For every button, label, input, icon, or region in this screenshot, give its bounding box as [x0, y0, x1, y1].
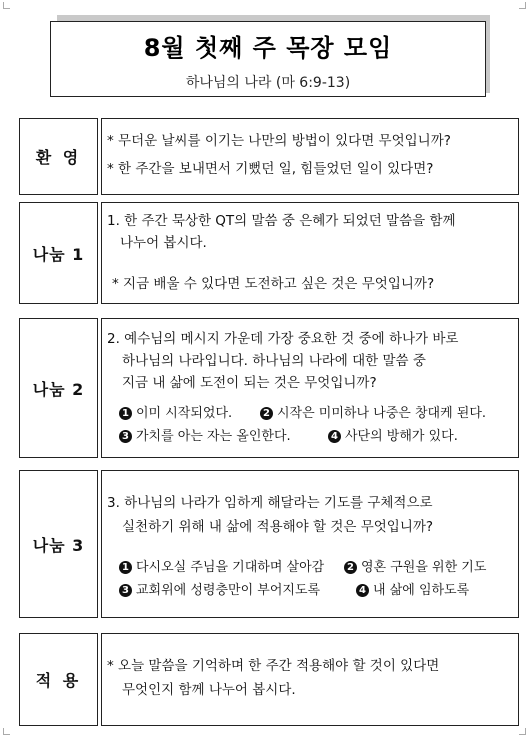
- share1-question-line-1: 1. 한 주간 묵상한 QT의 말씀 중 은혜가 되었던 말씀을 함께: [107, 213, 456, 229]
- circled-number-1-icon: 1: [119, 561, 132, 574]
- share2-option-3-text: 가치를 아는 자는 올인한다.: [136, 429, 291, 444]
- apply-question-line-2: 무엇인지 함께 나누어 봅시다.: [122, 682, 296, 698]
- share2-option-1-text: 이미 시작되었다.: [136, 406, 233, 421]
- circled-number-2-icon: 2: [344, 561, 357, 574]
- share1-label-text: 나눔 1: [32, 244, 85, 264]
- section-content-welcome: [101, 118, 519, 195]
- section-label-welcome: [19, 118, 98, 195]
- share3-option-2-text: 영혼 구원을 위한 기도: [361, 560, 487, 575]
- section-label-share-1: [19, 202, 98, 304]
- section-content-share-2: [101, 318, 519, 458]
- share2-option-3: [119, 426, 291, 448]
- welcome-label-text: 환 영: [35, 148, 82, 167]
- page-subtitle: 하나님의 나라 (마 6:9-13): [185, 75, 351, 91]
- section-label-share-3: [19, 470, 98, 618]
- share2-option-4-text: 사단의 방해가 있다.: [345, 429, 458, 444]
- apply-label-text: 적 용: [35, 671, 82, 690]
- crop-mark-bottom-right: [519, 728, 526, 735]
- crop-mark-top-right: [519, 2, 526, 9]
- section-label-apply: [19, 633, 98, 726]
- circled-number-3-icon: 3: [119, 430, 132, 443]
- share2-option-4: [328, 426, 458, 448]
- share3-label-text: 나눔 3: [32, 535, 85, 555]
- share3-question-line-2: 실천하기 위해 내 삶에 적용해야 할 것은 무엇입니까?: [122, 519, 434, 535]
- share2-option-1: [119, 403, 232, 425]
- share3-question-line-1: 3. 하나님의 나라가 임하게 해달라는 기도를 구체적으로: [107, 495, 433, 511]
- share2-question-line-1: 2. 예수님의 메시지 가운데 가장 중요한 것 중에 하나가 바로: [107, 331, 459, 347]
- welcome-question-1: * 무더운 날씨를 이기는 나만의 방법이 있다면 무엇입니까?: [107, 133, 451, 149]
- section-content-share-3: [101, 470, 519, 618]
- share3-option-3: [119, 580, 320, 602]
- share1-sub-question: * 지금 배울 수 있다면 도전하고 싶은 것은 무엇입니까?: [112, 276, 435, 292]
- share1-question-line-2: 나누어 봅시다.: [120, 235, 207, 251]
- share2-question-line-2: 하나님의 나라입니다. 하나님의 나라에 대한 말씀 중: [122, 353, 426, 369]
- page-title: 8월 첫째 주 목장 모임: [143, 34, 393, 62]
- section-label-share-2: [19, 318, 98, 458]
- crop-mark-bottom-left: [3, 728, 10, 735]
- circled-number-4-icon: 4: [356, 584, 369, 597]
- share2-option-2: [260, 403, 486, 425]
- share2-label-text: 나눔 2: [32, 379, 85, 399]
- share2-option-2-text: 시작은 미미하나 나중은 창대케 된다.: [277, 406, 487, 421]
- share2-question-line-3: 지금 내 삶에 도전이 되는 것은 무엇입니까?: [122, 375, 377, 391]
- share3-option-1: [119, 557, 324, 579]
- section-content-apply: [101, 633, 519, 726]
- apply-question-line-1: * 오늘 말씀을 기억하며 한 주간 적용해야 할 것이 있다면: [107, 658, 440, 674]
- title-block: [50, 15, 490, 99]
- share3-option-4: [356, 580, 469, 602]
- circled-number-3-icon: 3: [119, 584, 132, 597]
- circled-number-2-icon: 2: [260, 407, 273, 420]
- circled-number-1-icon: 1: [119, 407, 132, 420]
- circled-number-4-icon: 4: [328, 430, 341, 443]
- title-box: [50, 21, 486, 97]
- share3-option-2: [344, 557, 486, 579]
- crop-mark-top-left: [3, 2, 10, 9]
- section-content-share-1: [101, 202, 519, 304]
- share3-option-4-text: 내 삶에 임하도록: [373, 583, 470, 598]
- welcome-question-2: * 한 주간을 보내면서 기뻤던 일, 힘들었던 일이 있다면?: [107, 161, 434, 177]
- share3-option-1-text: 다시오실 주님을 기대하며 살아감: [136, 560, 325, 575]
- share3-option-3-text: 교회위에 성령충만이 부어지도록: [136, 583, 321, 598]
